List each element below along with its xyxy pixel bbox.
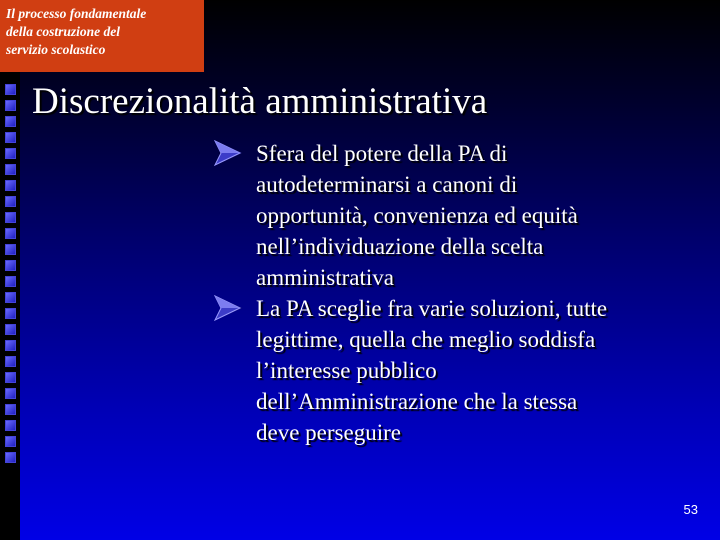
decorative-square bbox=[5, 276, 16, 287]
decorative-square bbox=[5, 212, 16, 223]
decorative-square bbox=[5, 84, 16, 95]
bullet-line: nell’individuazione della scelta bbox=[256, 234, 544, 259]
section-tag-line: della costruzione del bbox=[6, 24, 120, 39]
decorative-square bbox=[5, 340, 16, 351]
bullet-line: l’interesse pubblico bbox=[256, 358, 437, 383]
bullet-item bbox=[213, 293, 683, 448]
bullet-line: Sfera del potere della PA di bbox=[256, 141, 508, 166]
bullet-line: La PA sceglie fra varie soluzioni, tutte bbox=[256, 296, 608, 321]
decorative-square-column bbox=[5, 84, 17, 494]
bullet-text bbox=[256, 293, 683, 448]
decorative-square bbox=[5, 436, 16, 447]
decorative-square bbox=[5, 356, 16, 367]
decorative-square bbox=[5, 404, 16, 415]
bullet-line: legittime, quella che meglio soddisfa bbox=[256, 327, 596, 352]
decorative-square bbox=[5, 116, 16, 127]
bullet-item bbox=[213, 138, 683, 293]
bullet-line: autodeterminarsi a canoni di bbox=[256, 172, 518, 197]
page-number: 53 bbox=[683, 502, 698, 517]
decorative-square bbox=[5, 372, 16, 383]
decorative-square bbox=[5, 324, 16, 335]
decorative-square bbox=[5, 100, 16, 111]
decorative-square bbox=[5, 228, 16, 239]
bullet-line: deve perseguire bbox=[256, 420, 401, 445]
decorative-square bbox=[5, 452, 16, 463]
decorative-square bbox=[5, 132, 16, 143]
decorative-square bbox=[5, 388, 16, 399]
decorative-square bbox=[5, 244, 16, 255]
decorative-square bbox=[5, 180, 16, 191]
decorative-square bbox=[5, 260, 16, 271]
bullet-text bbox=[256, 138, 683, 293]
decorative-square bbox=[5, 420, 16, 431]
slide-title: Discrezionalità amministrativa bbox=[32, 81, 488, 122]
decorative-square bbox=[5, 164, 16, 175]
bullet-line: amministrativa bbox=[256, 265, 394, 290]
arrow-bullet-icon bbox=[213, 294, 243, 322]
section-tag-line: Il processo fondamentale bbox=[6, 6, 147, 21]
decorative-square bbox=[5, 308, 16, 319]
decorative-square bbox=[5, 196, 16, 207]
bullet-line: opportunità, convenienza ed equità bbox=[256, 203, 578, 228]
decorative-square bbox=[5, 148, 16, 159]
bullet-list bbox=[213, 138, 683, 448]
section-tag-line: servizio scolastico bbox=[6, 42, 106, 57]
arrow-bullet-icon bbox=[213, 139, 243, 167]
bullet-line: dell’Amministrazione che la stessa bbox=[256, 389, 578, 414]
left-decorative-strip bbox=[0, 0, 20, 540]
decorative-square bbox=[5, 292, 16, 303]
section-tag bbox=[0, 0, 204, 72]
